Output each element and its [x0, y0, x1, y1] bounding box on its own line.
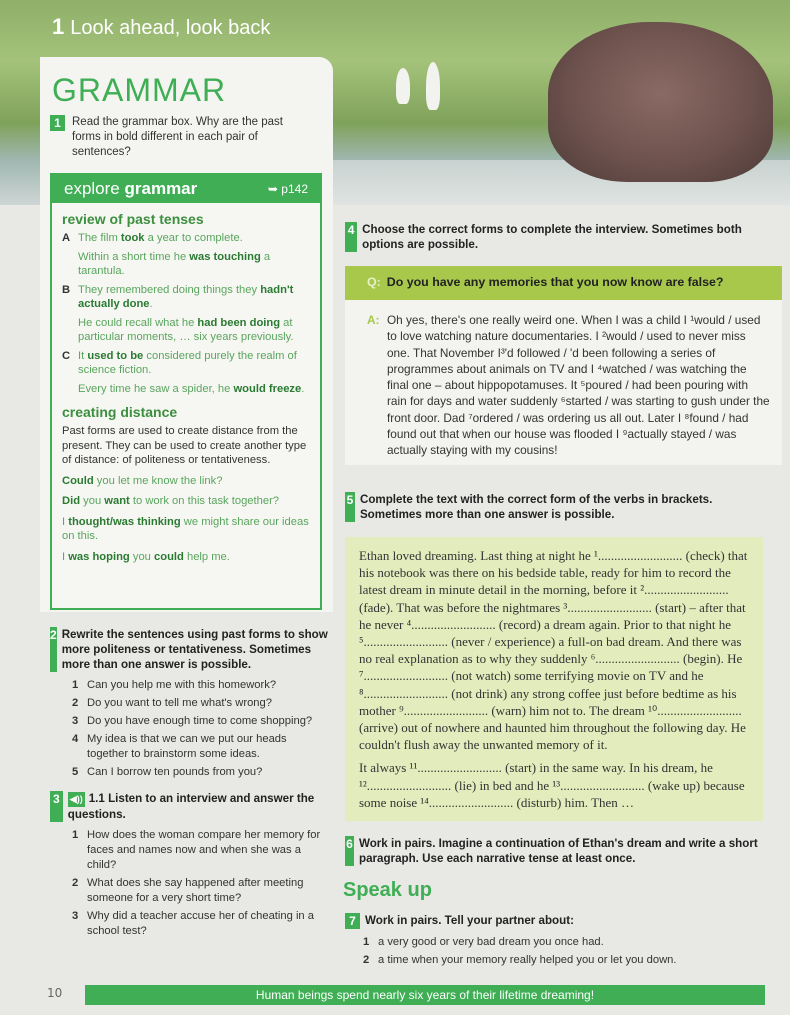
prompt-list: [363, 935, 765, 968]
question-list: [72, 828, 330, 939]
example-letter: [62, 316, 78, 345]
chapter-title: [52, 14, 270, 40]
box-label-bold: grammar: [124, 179, 198, 198]
example-letter: A: [62, 232, 71, 244]
item-text: Can you help me with this homework?: [87, 679, 277, 691]
bold-text: had been doing: [197, 316, 281, 329]
text-segment: It: [78, 349, 88, 362]
audio-track: 1.1: [88, 792, 105, 805]
text-segment: The film: [78, 232, 121, 244]
q-label: Q:: [367, 275, 381, 289]
exercise-instruction: Choose the correct forms to complete the interview. Sometimes both options are possible.: [362, 223, 742, 251]
item-text: Why did a teacher accuse her of cheating in a school test?: [87, 910, 314, 937]
exercise-6: [345, 836, 765, 866]
text-segment: They remembered doing things they: [78, 283, 261, 296]
bold-text: used to be: [87, 349, 144, 362]
exercise-instruction: Work in pairs. Imagine a continuation of Ethan's dream and write a short paragraph. Use each narrative tense at least once.: [358, 837, 758, 865]
grammar-example: [52, 349, 320, 378]
bold-text: could: [154, 550, 184, 563]
gap-fill-paragraph: Ethan loved dreaming. Last thing at night he ¹.......................... (check) that his notebook was there on his bedside table, ready for him to record the latest dream in minute detail in the morning, before it ².......................... (fade). That was before the nightmares ³.......................... (start) – after that he never ⁴.......................... (record) a dream again. Prior to that night he ⁵.......................... (never / experience) a full-on bad dream. And there was no real explanation as to why they suddenly ⁶.......................... (begin). He ⁷.......................... (not watch) some terrifying movie on TV and he ⁸.......................... (not drink) any strong coffee just before bedtime as his mother ⁹.......................... (warn) him not to. The dream ¹⁰.......................... (arrive) out of nowhere and haunted him throughout the following day. He couldn't flush away the unwanted memory of it.: [359, 548, 748, 753]
hippo-image: [548, 22, 773, 182]
gap-fill-paragraph: It always ¹¹.......................... (start) in the same way. In his dream, he ¹².......................... (lie) in bed and he ¹³.......................... (wake up) because some noise ¹⁴.......................... (disturb) him. Then …: [359, 760, 745, 810]
audio-icon[interactable]: ◀)): [68, 792, 85, 807]
item-text: a very good or very bad dream you once had.: [378, 936, 604, 948]
example-sentence: [78, 283, 312, 312]
exercise-instruction: Rewrite the sentences using past forms to show more politeness or tentativeness. Sometimes more than one answer is possible.: [61, 628, 328, 671]
bold-text: thought/was thinking: [68, 515, 181, 528]
item-text: Can I borrow ten pounds from you?: [87, 766, 263, 778]
question-text: Do you have any memories that you now know are false?: [386, 275, 724, 289]
question-list: [72, 678, 330, 780]
exercise-number: 6: [345, 836, 354, 866]
item-number: 2: [72, 877, 79, 889]
list-item: [72, 714, 330, 729]
answer-text: Oh yes, there's one really weird one. When I was a child I ¹would / used to love watching nature documentaries. I ²would / used to never miss one. That November I³'d followed / 'd been following a series of programmes about animals on TV and I ⁴watched / was watching the final one – about hippopotamuses. It ⁵poured / had been pouring with rain for days and water suddenly ⁶started / was starting to gush under the front door. Dad ⁷ordered / was ordering us all out. Later I ⁸found / had found out that when our house was flooded I ⁹actually stayed / was actually staying with my cousins!: [387, 313, 770, 458]
distance-example: [52, 474, 320, 489]
example-sentence: [78, 250, 312, 279]
list-item: [72, 732, 330, 762]
example-sentence: [78, 316, 312, 345]
text-segment: Every time he saw a spider, he: [78, 382, 234, 395]
exercise-3: [50, 791, 330, 942]
item-number: 3: [72, 910, 79, 922]
subheading: review of past tenses: [62, 211, 204, 227]
text-segment: you: [80, 495, 105, 507]
item-number: 5: [72, 766, 79, 778]
chapter-number: 1: [52, 14, 65, 39]
bold-text: Could: [62, 474, 94, 487]
text-segment: help me.: [183, 550, 230, 563]
exercise-instruction: Read the grammar box. Why are the past forms in bold different in each pair of sentences?: [72, 116, 283, 158]
text-segment: you: [129, 550, 155, 563]
text-segment: we might share our ideas on this.: [62, 515, 309, 542]
text-segment: considered purely the realm of science fiction.: [78, 349, 297, 376]
item-text: My idea is that we can we put our heads together to brainstorm some ideas.: [87, 733, 287, 760]
bold-text: was hoping: [68, 550, 130, 563]
grammar-example: [52, 283, 320, 312]
gap-fill-text: [345, 537, 763, 821]
item-number: 2: [72, 697, 79, 709]
page-reference-link[interactable]: ➥ p142: [267, 182, 308, 196]
example-letter: [62, 250, 78, 279]
example-sentence: [78, 349, 312, 378]
item-number: 1: [72, 679, 79, 691]
example-letter: C: [62, 349, 71, 362]
item-number: 4: [72, 733, 79, 745]
exercise-instruction: Listen to an interview and answer the questions.: [67, 792, 315, 821]
bold-text: want: [104, 495, 130, 507]
grammar-example: [52, 250, 320, 279]
distance-example: [52, 515, 320, 544]
exercise-number: 2: [50, 627, 57, 672]
text-segment: at particular moments, … six years previously.: [78, 316, 294, 343]
text-segment: I: [62, 515, 69, 528]
exercise-7: [345, 913, 765, 971]
bold-text: was touching: [189, 250, 261, 263]
interview-question: [345, 266, 782, 300]
example-sentence: [78, 231, 243, 246]
exercise-number: 7: [345, 913, 360, 929]
list-item: [72, 876, 330, 906]
bold-text: Did: [62, 495, 81, 507]
exercise-4: [345, 222, 765, 252]
list-item: [363, 953, 765, 968]
item-text: What does she say happened after meeting someone for a very short time?: [87, 877, 304, 904]
item-text: Do you have enough time to come shopping?: [87, 715, 313, 727]
item-number: 3: [72, 715, 79, 727]
text-segment: a year to complete.: [144, 232, 243, 244]
exercise-2: [50, 627, 330, 783]
interview-answer: [345, 300, 782, 465]
list-item: [72, 678, 330, 693]
example-letter: B: [62, 283, 71, 296]
text-segment: a tarantula.: [78, 250, 271, 277]
exercise-number: 4: [345, 222, 357, 252]
list-item: [72, 909, 330, 939]
footer-fact-banner: Human beings spend nearly six years of their lifetime dreaming!: [85, 985, 765, 1005]
exercise-instruction: Work in pairs. Tell your partner about:: [365, 914, 574, 927]
text-segment: I: [62, 550, 69, 563]
text-segment: to work on this task together?: [129, 495, 280, 507]
list-item: [72, 828, 330, 873]
bold-text: would freeze: [233, 382, 302, 395]
subheading: creating distance: [62, 404, 178, 420]
page-number: 10: [47, 986, 63, 1000]
text-segment: .: [149, 298, 153, 310]
text-segment: you let me know the link?: [93, 474, 223, 487]
item-number: 1: [72, 829, 79, 841]
section-title: GRAMMAR: [52, 72, 227, 108]
item-text: Do you want to tell me what's wrong?: [87, 697, 272, 709]
list-item: [363, 935, 765, 950]
bold-text: hadn't actually done: [78, 283, 294, 310]
exercise-5: [345, 492, 765, 522]
text-segment: .: [301, 382, 305, 395]
item-number: 1: [363, 936, 370, 948]
egret-image: [396, 68, 410, 104]
item-number: 2: [363, 954, 370, 966]
item-text: a time when your memory really helped you or let you down.: [378, 954, 677, 966]
exercise-number: 3: [50, 791, 63, 822]
grammar-example: [52, 316, 320, 345]
box-label: explore: [64, 179, 120, 198]
grammar-example: [52, 231, 320, 246]
exercise-number: 5: [345, 492, 355, 522]
text-segment: Within a short time he: [78, 250, 190, 263]
example-sentence: [78, 382, 304, 397]
exercise-1: [50, 115, 300, 160]
exercise-instruction: Complete the text with the correct form of the verbs in brackets. Sometimes more than one answer is possible.: [359, 493, 713, 521]
egret-image: [426, 62, 440, 110]
exercise-number: 1: [50, 115, 65, 131]
explore-grammar-box: [50, 173, 322, 610]
item-text: How does the woman compare her memory for faces and names now and when she was a child?: [87, 829, 321, 871]
list-item: [72, 696, 330, 711]
grammar-example: [52, 382, 320, 397]
text-segment: He could recall what he: [78, 316, 198, 329]
example-letter: [62, 382, 78, 397]
distance-example: [52, 550, 320, 565]
speak-up-heading: Speak up: [343, 879, 432, 901]
explanation-text: Past forms are used to create distance from the present. They can be used to create another type of distance: of politeness or tentativeness.: [62, 425, 307, 466]
distance-example: [52, 494, 320, 509]
bold-text: took: [120, 232, 145, 244]
explore-grammar-header: [52, 175, 320, 203]
chapter-title-text: Look ahead, look back: [70, 17, 271, 39]
list-item: [72, 765, 330, 780]
a-label: A:: [367, 313, 380, 327]
